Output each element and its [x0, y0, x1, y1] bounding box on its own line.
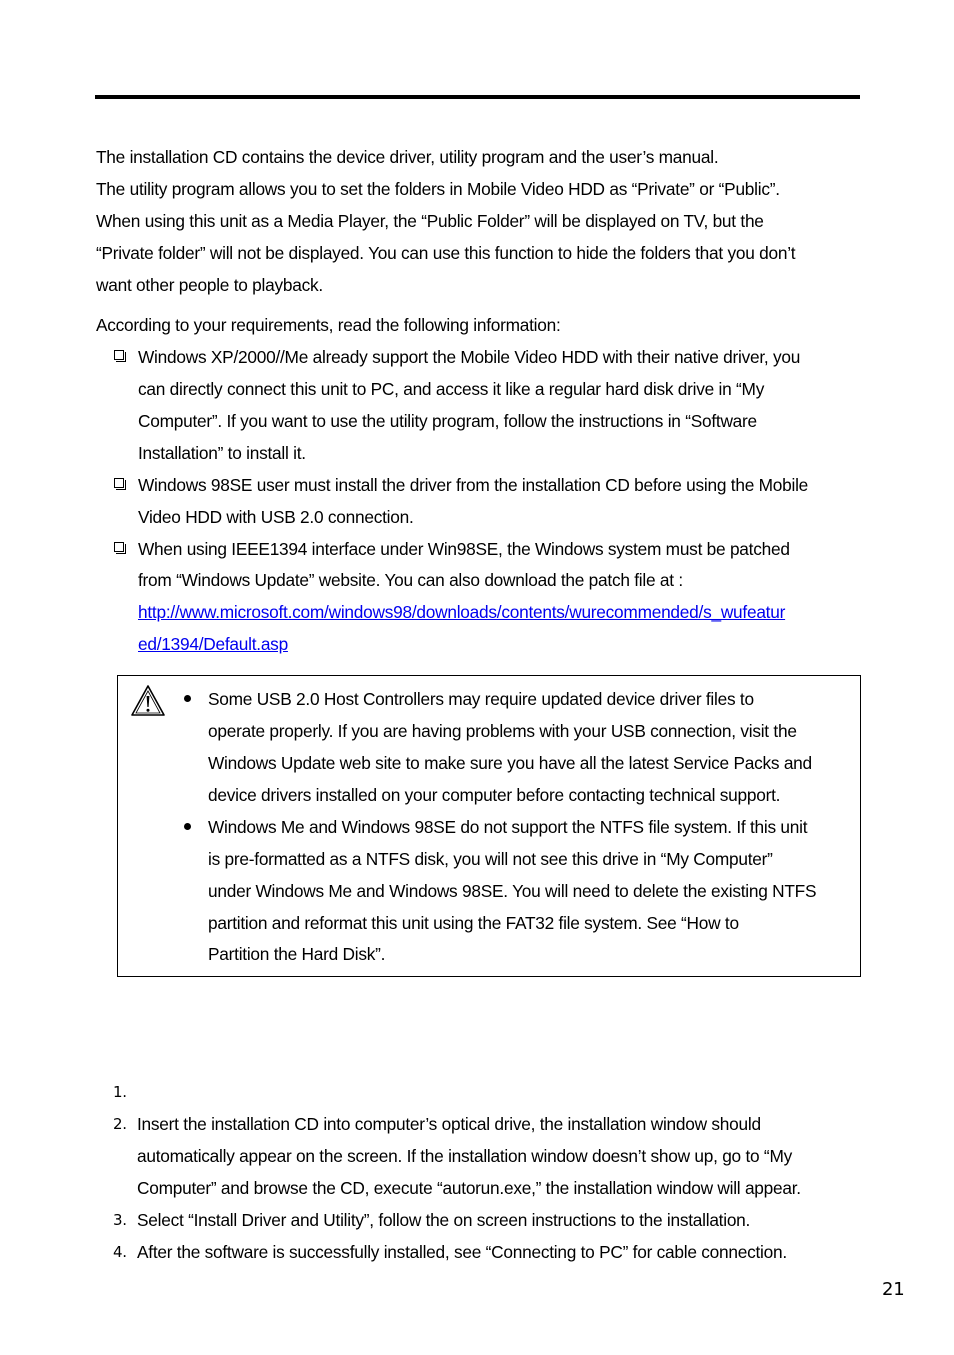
page-number: 21 [882, 1279, 905, 1300]
intro-line: “Private folder” will not be displayed. You can use this function to hide the folders that you don’t [96, 243, 796, 263]
step-line: After the software is successfully installed, see “Connecting to PC” for cable connection. [137, 1242, 787, 1262]
caution-line: operate properly. If you are having problems with your USB connection, visit the [208, 721, 797, 741]
checkbox-bullet-icon [114, 478, 124, 488]
patch-download-link[interactable]: http://www.microsoft.com/windows98/downloads/contents/wurecommended/s_wufeatur [138, 602, 786, 622]
requirement-line: When using IEEE1394 interface under Win98SE, the Windows system must be patched [138, 539, 790, 559]
caution-line: Partition the Hard Disk”. [208, 944, 386, 964]
step-line: Insert the installation CD into computer’s optical drive, the installation window should [137, 1114, 761, 1134]
step-line: Computer” and browse the CD, execute “autorun.exe,” the installation window will appear. [137, 1178, 801, 1198]
intro-line: The utility program allows you to set the folders in Mobile Video HDD as “Private” or “Public”. [96, 179, 780, 199]
step-number: 4. [113, 1243, 127, 1261]
caution-line: device drivers installed on your computer before contacting technical support. [208, 785, 781, 805]
requirement-line: Computer”. If you want to use the utility program, follow the instructions in “Software [138, 411, 757, 431]
bullet-dot-icon [184, 823, 191, 830]
requirement-line: Installation” to install it. [138, 443, 306, 463]
caution-line: under Windows Me and Windows 98SE. You will need to delete the existing NTFS [208, 881, 817, 901]
step-number: 3. [113, 1211, 127, 1229]
step-line: Select “Install Driver and Utility”, follow the on screen instructions to the installation. [137, 1210, 751, 1230]
caution-line: is pre-formatted as a NTFS disk, you will not see this drive in “My Computer” [208, 849, 773, 869]
caution-line: Windows Me and Windows 98SE do not support the NTFS file system. If this unit [208, 817, 808, 837]
intro-line: want other people to playback. [96, 275, 323, 295]
bullet-dot-icon [184, 695, 191, 702]
intro-line: When using this unit as a Media Player, the “Public Folder” will be displayed on TV, but the [96, 211, 764, 231]
caution-line: partition and reformat this unit using the FAT32 file system. See “How to [208, 913, 739, 933]
warning-triangle-icon [130, 684, 166, 717]
requirement-line: Windows 98SE user must install the driver from the installation CD before using the Mobile [138, 475, 809, 495]
patch-download-link[interactable]: ed/1394/Default.asp [138, 634, 288, 654]
intro-line: The installation CD contains the device driver, utility program and the user’s manual. [96, 147, 719, 167]
checkbox-bullet-icon [114, 542, 124, 552]
caution-line: Windows Update web site to make sure you have all the latest Service Packs and [208, 753, 812, 773]
requirement-line: from “Windows Update” website. You can also download the patch file at : [138, 570, 683, 590]
requirements-lead: According to your requirements, read the following information: [96, 315, 561, 335]
requirement-line: Video HDD with USB 2.0 connection. [138, 507, 414, 527]
header-rule [95, 95, 860, 99]
step-number: 2. [113, 1115, 127, 1133]
step-line: automatically appear on the screen. If the installation window doesn’t show up, go to “My [137, 1146, 792, 1166]
requirement-line: can directly connect this unit to PC, and access it like a regular hard disk drive in “My [138, 379, 765, 399]
step-number: 1. [113, 1083, 127, 1101]
caution-line: Some USB 2.0 Host Controllers may require updated device driver files to [208, 689, 754, 709]
requirement-line: Windows XP/2000//Me already support the Mobile Video HDD with their native driver, you [138, 347, 801, 367]
checkbox-bullet-icon [114, 350, 124, 360]
